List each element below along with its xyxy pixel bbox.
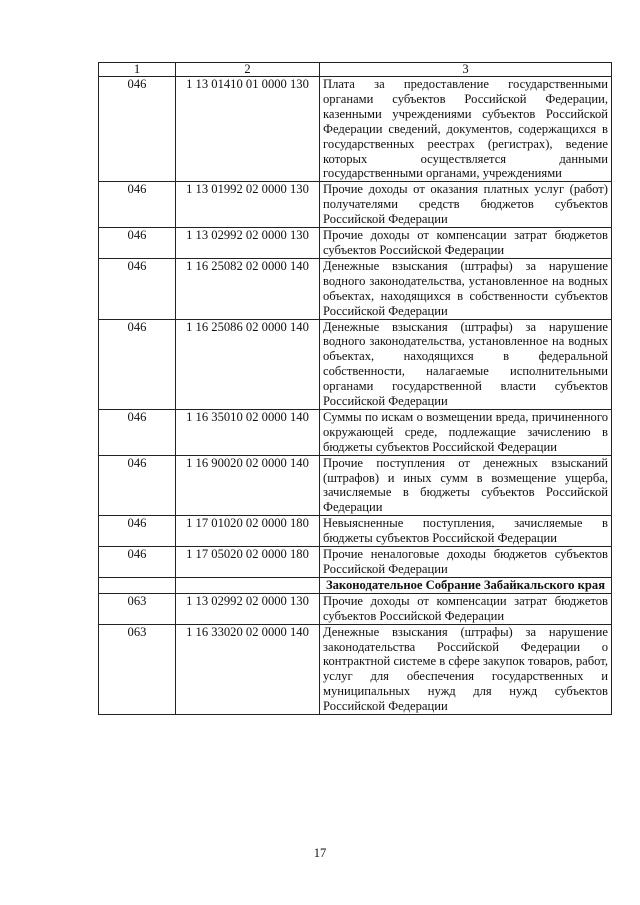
admin-code-cell: 046 [99, 547, 176, 578]
revenue-code-cell: 1 13 02992 02 0000 130 [176, 228, 320, 259]
table-row [99, 593, 612, 624]
admin-code-cell: 063 [99, 593, 176, 624]
revenue-code-cell [176, 577, 320, 593]
description-cell: Прочие доходы от компенсации затрат бюджетов субъектов Российской Федерации [320, 228, 612, 259]
table-row [99, 77, 612, 182]
table-row [99, 455, 612, 516]
admin-code-cell: 046 [99, 77, 176, 182]
header-col-1: 1 [99, 63, 176, 77]
header-col-2: 2 [176, 63, 320, 77]
description-cell: Плата за предоставление государственными органами субъектов Российской Федерации, казенными учреждениями субъектов Российской Федерации сведений, документов, содержащихся в государственных реестрах (регистрах), ведение которых осуществляется данными государственными органами, учреждениями [320, 77, 612, 182]
revenue-code-cell: 1 13 02992 02 0000 130 [176, 593, 320, 624]
revenue-code-cell: 1 17 01020 02 0000 180 [176, 516, 320, 547]
section-title-cell: Законодательное Собрание Забайкальского края [320, 577, 612, 593]
admin-code-cell: 046 [99, 516, 176, 547]
admin-code-cell: 046 [99, 228, 176, 259]
description-cell: Денежные взыскания (штрафы) за нарушение водного законодательства, установленное на водных объектах, находящихся в федеральной собственности, налагаемые исполнительными органами государственной власти субъектов Российской Федерации [320, 319, 612, 409]
page-number: 17 [313, 846, 327, 860]
revenue-code-cell: 1 16 33020 02 0000 140 [176, 624, 320, 714]
description-cell: Прочие поступления от денежных взысканий (штрафов) и иных сумм в возмещение ущерба, зачисляемые в бюджеты субъектов Российской Федерации [320, 455, 612, 516]
table-row [99, 516, 612, 547]
table-header-row [99, 63, 612, 77]
revenue-code-cell: 1 16 25082 02 0000 140 [176, 258, 320, 319]
admin-code-cell: 046 [99, 455, 176, 516]
table-row [99, 319, 612, 409]
admin-code-cell: 063 [99, 624, 176, 714]
table-row [99, 409, 612, 455]
description-cell: Прочие доходы от оказания платных услуг (работ) получателями средств бюджетов субъектов Российской Федерации [320, 182, 612, 228]
description-cell: Денежные взыскания (штрафы) за нарушение водного законодательства, установленное на водных объектах, находящихся в собственности субъектов Российской Федерации [320, 258, 612, 319]
description-cell: Прочие доходы от компенсации затрат бюджетов субъектов Российской Федерации [320, 593, 612, 624]
revenue-code-cell: 1 13 01992 02 0000 130 [176, 182, 320, 228]
description-cell: Денежные взыскания (штрафы) за нарушение законодательства Российской Федерации о контрактной системе в сфере закупок товаров, работ, услуг для обеспечения государственных и муниципальных нужд для нужд субъектов Российской Федерации [320, 624, 612, 714]
table-row [99, 624, 612, 714]
revenue-code-cell: 1 16 25086 02 0000 140 [176, 319, 320, 409]
header-col-3: 3 [320, 63, 612, 77]
revenue-code-cell: 1 17 05020 02 0000 180 [176, 547, 320, 578]
table-row [99, 228, 612, 259]
table-row [99, 258, 612, 319]
description-cell: Невыясненные поступления, зачисляемые в бюджеты субъектов Российской Федерации [320, 516, 612, 547]
admin-code-cell: 046 [99, 182, 176, 228]
description-cell: Прочие неналоговые доходы бюджетов субъектов Российской Федерации [320, 547, 612, 578]
admin-code-cell: 046 [99, 319, 176, 409]
revenue-code-cell: 1 13 01410 01 0000 130 [176, 77, 320, 182]
table-row [99, 182, 612, 228]
revenue-code-cell: 1 16 90020 02 0000 140 [176, 455, 320, 516]
revenue-codes-table [98, 62, 612, 715]
section-row [99, 577, 612, 593]
admin-code-cell [99, 577, 176, 593]
table-row [99, 547, 612, 578]
revenue-code-cell: 1 16 35010 02 0000 140 [176, 409, 320, 455]
description-cell: Суммы по искам о возмещении вреда, причиненного окружающей среде, подлежащие зачислению в бюджеты субъектов Российской Федерации [320, 409, 612, 455]
admin-code-cell: 046 [99, 258, 176, 319]
admin-code-cell: 046 [99, 409, 176, 455]
